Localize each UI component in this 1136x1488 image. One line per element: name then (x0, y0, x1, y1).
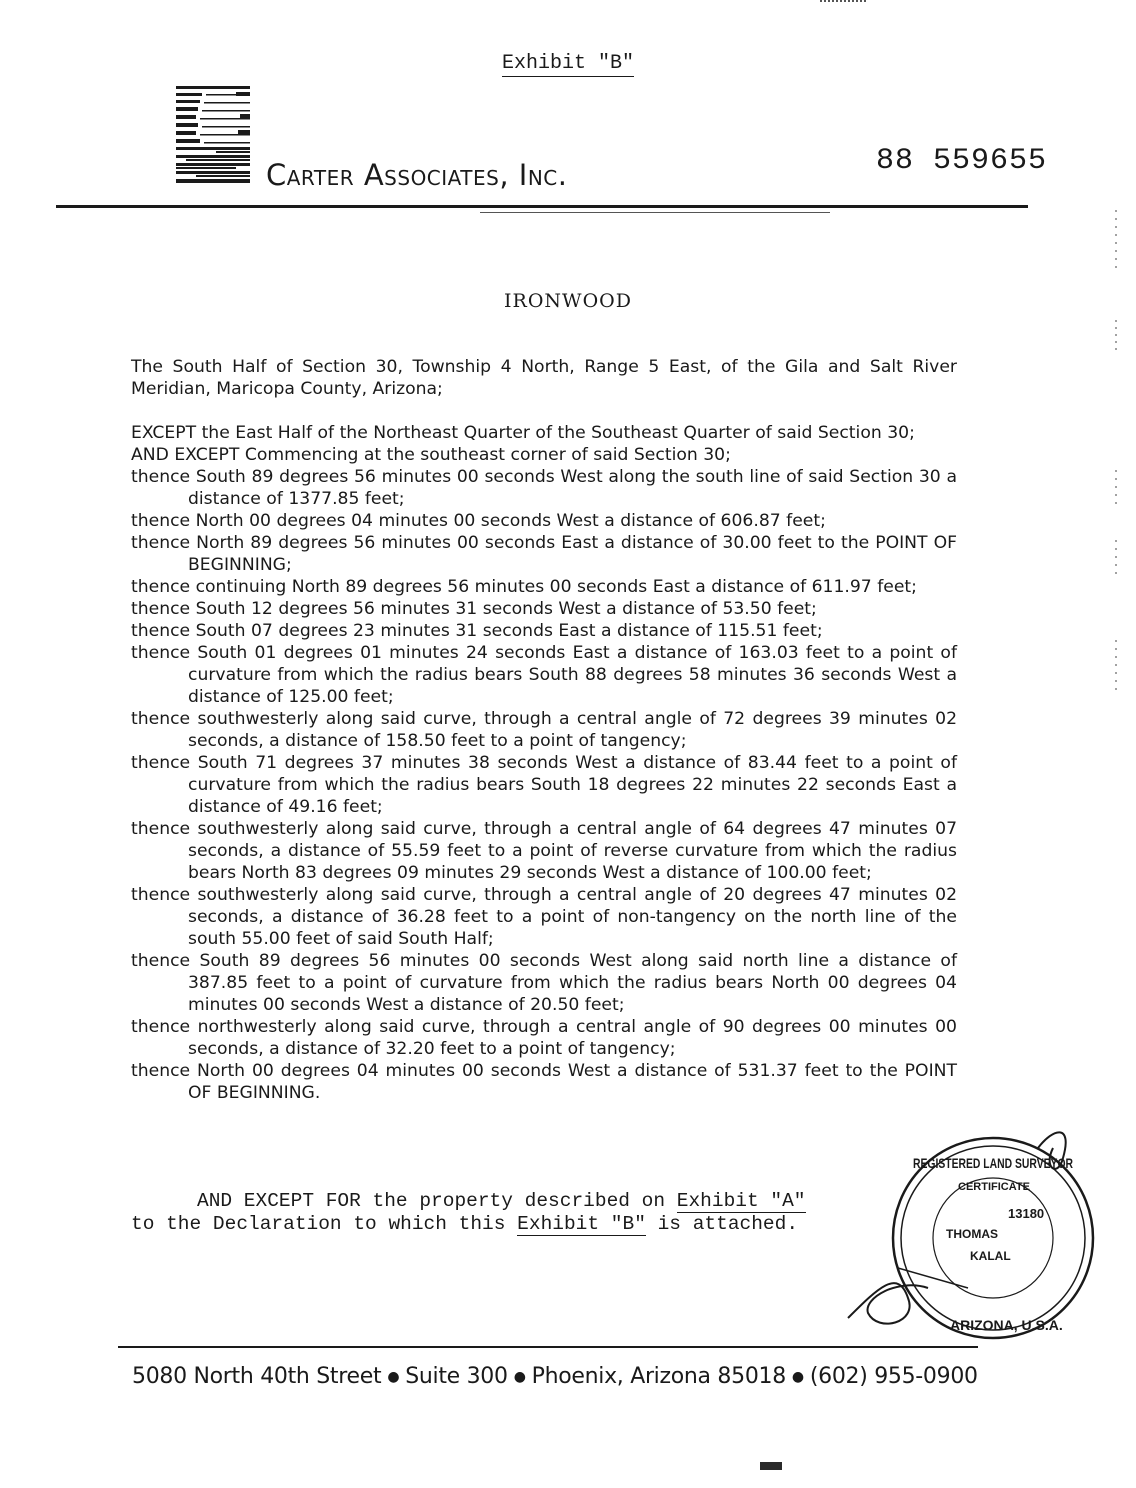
clause-item: thence South 89 degrees 56 minutes 00 seconds West along said north line a distance of 387.85 feet to a point of curvature from which the radius bears North 00 degrees 04 minutes 00 seconds West a distance of 20.50 feet; (131, 951, 957, 1015)
clause-item: thence southwesterly along said curve, through a central angle of 64 degrees 47 minutes 07 seconds, a distance of 55.59 feet to a point of reverse curvature from which the radius bears North 83 degrees 09 minutes 29 seconds West a distance of 100.00 feet; (131, 819, 957, 883)
seal-name-1: THOMAS (946, 1227, 998, 1241)
bottom-scan-mark (760, 1462, 782, 1470)
footer-street: 5080 North 40th Street (132, 1364, 382, 1389)
bullet-icon: ● (791, 1369, 804, 1385)
seal-name-2: KALAL (970, 1249, 1011, 1263)
bullet-icon: ● (387, 1369, 400, 1385)
exhibit-b-reference: Exhibit "B" (517, 1213, 646, 1235)
footer-city: Phoenix, Arizona 85018 (531, 1364, 786, 1389)
final-except-line-2 (131, 1213, 911, 1236)
final-except-text: to the Declaration to which this (131, 1213, 518, 1235)
header-rule (56, 205, 1028, 208)
company-name: Carter Associates, Inc. (266, 158, 568, 192)
clause-item: thence North 89 degrees 56 minutes 00 seconds East a distance of 30.00 feet to the POINT OF BEGINNING; (131, 533, 957, 575)
final-except-line-1 (131, 1190, 911, 1213)
clause-item: thence South 89 degrees 56 minutes 00 seconds West along the south line of said Section 30 a distance of 1377.85 feet; (131, 467, 957, 509)
surveyor-seal (838, 1118, 1098, 1358)
header-rule-secondary (480, 212, 830, 213)
footer-suite: Suite 300 (405, 1364, 508, 1389)
clause-item: thence North 00 degrees 04 minutes 00 seconds West a distance of 531.37 feet to the POINT OF BEGINNING. (131, 1061, 957, 1103)
clause-item: thence South 71 degrees 37 minutes 38 seconds West a distance of 83.44 feet to a point of curvature from which the radius bears South 18 degrees 22 minutes 22 seconds East a distance of 49.16 feet; (131, 753, 957, 817)
footer-phone: (602) 955-0900 (809, 1364, 978, 1389)
clause-item: thence northwesterly along said curve, through a central angle of 90 degrees 00 minutes 00 seconds, a distance of 32.20 feet to a point of tangency; (131, 1017, 957, 1059)
clause-item: thence continuing North 89 degrees 56 minutes 00 seconds East a distance of 611.97 feet; (131, 577, 917, 597)
document-heading: IRONWOOD (504, 290, 632, 312)
bullet-icon: ● (513, 1369, 526, 1385)
exhibit-title (0, 52, 1136, 75)
final-except-paragraph (131, 1190, 911, 1236)
company-logo (176, 84, 254, 188)
footer-rule (118, 1346, 978, 1348)
clause-item: EXCEPT the East Half of the Northeast Quarter of the Southeast Quarter of said Section 30; (131, 423, 915, 443)
seal-bottom-text: ARIZONA, U.S.A. (950, 1317, 1063, 1333)
exhibit-a-reference: Exhibit "A" (676, 1190, 806, 1212)
margin-marks (1112, 210, 1122, 750)
seal-top-text: REGISTERED LAND SURVEYOR (913, 1155, 1073, 1171)
seal-certificate-text: CERTIFICATE (958, 1181, 1030, 1193)
footer-address (132, 1364, 978, 1389)
clause-item: thence North 00 degrees 04 minutes 00 seconds West a distance of 606.87 feet; (131, 511, 826, 531)
intro-paragraph: The South Half of Section 30, Township 4 North, Range 5 East, of the Gila and Salt River Meridian, Maricopa County, Arizona; (131, 357, 957, 399)
clause-item: thence southwesterly along said curve, through a central angle of 72 degrees 39 minutes 02 seconds, a distance of 158.50 feet to a point of tangency; (131, 709, 957, 751)
seal-number: 13180 (1008, 1206, 1045, 1221)
top-edge-mark (820, 0, 866, 5)
legal-description (131, 356, 957, 1104)
clause-item: AND EXCEPT Commencing at the southeast corner of said Section 30; (131, 445, 731, 465)
clause-item: thence South 12 degrees 56 minutes 31 seconds West a distance of 53.50 feet; (131, 599, 817, 619)
final-except-text: AND EXCEPT FOR the property described on (197, 1190, 677, 1212)
exhibit-title-text: Exhibit "B" (501, 52, 635, 75)
document-number: 88 559655 (876, 144, 1048, 178)
clause-item: thence southwesterly along said curve, through a central angle of 20 degrees 47 minutes 02 seconds, a distance of 36.28 feet to a point of non-tangency on the north line of the south 55.00 feet of said South Half; (131, 885, 957, 949)
clause-item: thence South 07 degrees 23 minutes 31 seconds East a distance of 115.51 feet; (131, 621, 823, 641)
final-except-text: is attached. (645, 1213, 799, 1235)
clause-item: thence South 01 degrees 01 minutes 24 seconds East a distance of 163.03 feet to a point of curvature from which the radius bears South 88 degrees 58 minutes 36 seconds West a distance of 125.00 feet; (131, 643, 957, 707)
